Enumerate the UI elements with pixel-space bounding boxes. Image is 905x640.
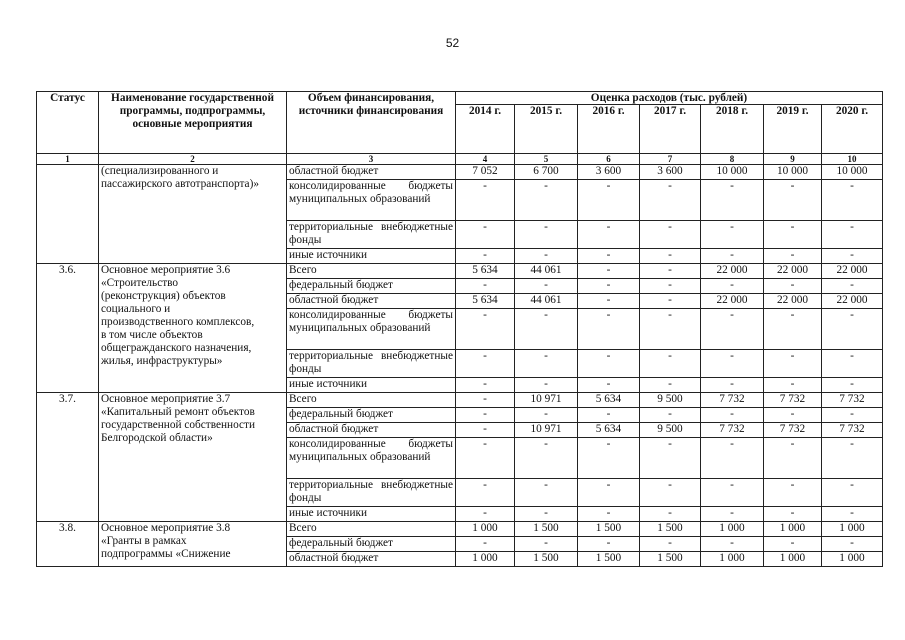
- value-cell: -: [822, 507, 883, 522]
- status-cell: 3.7.: [37, 393, 99, 522]
- value-cell: -: [764, 309, 822, 350]
- value-cell: -: [822, 408, 883, 423]
- value-cell: 7 732: [701, 423, 764, 438]
- header-funding: Объем финансирования, источники финансирования: [287, 92, 456, 154]
- value-cell: -: [701, 378, 764, 393]
- value-cell: -: [578, 408, 640, 423]
- value-cell: -: [578, 479, 640, 507]
- value-cell: -: [764, 378, 822, 393]
- column-number: 8: [701, 154, 764, 165]
- value-cell: -: [701, 279, 764, 294]
- header-year: 2017 г.: [640, 105, 701, 154]
- funding-source-cell: областной бюджет: [287, 294, 456, 309]
- value-cell: -: [701, 221, 764, 249]
- value-cell: -: [822, 249, 883, 264]
- value-cell: 1 000: [764, 552, 822, 567]
- value-cell: 44 061: [515, 294, 578, 309]
- value-cell: 5 634: [456, 294, 515, 309]
- value-cell: -: [822, 180, 883, 221]
- funding-source-cell: иные источники: [287, 507, 456, 522]
- value-cell: -: [515, 221, 578, 249]
- value-cell: -: [640, 264, 701, 279]
- status-cell: 3.8.: [37, 522, 99, 567]
- value-cell: 1 500: [578, 552, 640, 567]
- header-status: Статус: [37, 92, 99, 154]
- value-cell: -: [456, 309, 515, 350]
- value-cell: -: [515, 378, 578, 393]
- value-cell: 3 600: [640, 165, 701, 180]
- value-cell: 7 732: [764, 423, 822, 438]
- funding-source-cell: консолидированные бюджеты муниципальных образований: [287, 438, 456, 479]
- value-cell: 1 000: [701, 552, 764, 567]
- funding-source-cell: областной бюджет: [287, 165, 456, 180]
- value-cell: -: [456, 180, 515, 221]
- value-cell: -: [456, 221, 515, 249]
- measure-name-cell: Основное мероприятие 3.6 «Строительство (реконструкция) объектов социального и производственного комплексов, в том числе объектов общегражданского назначения, жилья, инфраструктуры»: [99, 264, 287, 393]
- column-number: 7: [640, 154, 701, 165]
- column-number: 5: [515, 154, 578, 165]
- value-cell: 3 600: [578, 165, 640, 180]
- value-cell: -: [578, 507, 640, 522]
- value-cell: 1 500: [640, 522, 701, 537]
- value-cell: -: [456, 537, 515, 552]
- value-cell: -: [701, 507, 764, 522]
- value-cell: -: [640, 378, 701, 393]
- funding-source-cell: областной бюджет: [287, 552, 456, 567]
- column-numbers-row: [37, 154, 883, 165]
- table-row: [37, 264, 883, 279]
- value-cell: -: [822, 378, 883, 393]
- value-cell: -: [764, 221, 822, 249]
- value-cell: 22 000: [701, 264, 764, 279]
- header-year: 2014 г.: [456, 105, 515, 154]
- measure-name-cell: Основное мероприятие 3.7 «Капитальный ремонт объектов государственной собственности Белгородской области»: [99, 393, 287, 522]
- value-cell: -: [701, 537, 764, 552]
- value-cell: -: [764, 350, 822, 378]
- value-cell: 7 732: [822, 423, 883, 438]
- status-cell: [37, 165, 99, 264]
- value-cell: -: [515, 408, 578, 423]
- value-cell: -: [515, 479, 578, 507]
- measure-name-cell: (специализированного и пассажирского автотранспорта)»: [99, 165, 287, 264]
- value-cell: 10 000: [822, 165, 883, 180]
- page-number: 52: [445, 36, 460, 50]
- funding-source-cell: Всего: [287, 264, 456, 279]
- value-cell: -: [640, 309, 701, 350]
- value-cell: -: [640, 294, 701, 309]
- header-year: 2019 г.: [764, 105, 822, 154]
- expenditure-table: [36, 91, 883, 567]
- value-cell: -: [578, 350, 640, 378]
- value-cell: 1 500: [515, 522, 578, 537]
- value-cell: -: [764, 249, 822, 264]
- value-cell: -: [764, 180, 822, 221]
- value-cell: -: [640, 180, 701, 221]
- value-cell: -: [515, 350, 578, 378]
- value-cell: -: [578, 309, 640, 350]
- funding-source-cell: федеральный бюджет: [287, 279, 456, 294]
- funding-source-cell: Всего: [287, 393, 456, 408]
- value-cell: -: [640, 408, 701, 423]
- value-cell: 1 500: [640, 552, 701, 567]
- value-cell: -: [640, 249, 701, 264]
- value-cell: 10 000: [764, 165, 822, 180]
- value-cell: 10 000: [701, 165, 764, 180]
- value-cell: -: [515, 249, 578, 264]
- value-cell: 5 634: [578, 423, 640, 438]
- measure-name-cell: Основное мероприятие 3.8 «Гранты в рамках подпрограммы «Снижение: [99, 522, 287, 567]
- value-cell: -: [822, 221, 883, 249]
- header-row-1: [37, 92, 883, 105]
- column-number: 9: [764, 154, 822, 165]
- header-year: 2016 г.: [578, 105, 640, 154]
- column-number: 1: [37, 154, 99, 165]
- value-cell: -: [456, 438, 515, 479]
- table-row: [37, 165, 883, 180]
- value-cell: -: [578, 537, 640, 552]
- value-cell: -: [515, 180, 578, 221]
- value-cell: -: [456, 393, 515, 408]
- funding-source-cell: Всего: [287, 522, 456, 537]
- value-cell: -: [456, 507, 515, 522]
- funding-source-cell: территориальные внебюджетные фонды: [287, 479, 456, 507]
- value-cell: -: [764, 438, 822, 479]
- funding-source-cell: иные источники: [287, 378, 456, 393]
- funding-source-cell: территориальные внебюджетные фонды: [287, 350, 456, 378]
- funding-source-cell: федеральный бюджет: [287, 408, 456, 423]
- value-cell: 10 971: [515, 393, 578, 408]
- column-number: 4: [456, 154, 515, 165]
- value-cell: 22 000: [764, 294, 822, 309]
- value-cell: 1 000: [822, 552, 883, 567]
- value-cell: 22 000: [822, 264, 883, 279]
- value-cell: 22 000: [701, 294, 764, 309]
- funding-source-cell: территориальные внебюджетные фонды: [287, 221, 456, 249]
- value-cell: 6 700: [515, 165, 578, 180]
- value-cell: -: [822, 438, 883, 479]
- value-cell: -: [640, 221, 701, 249]
- value-cell: 1 000: [701, 522, 764, 537]
- value-cell: -: [515, 309, 578, 350]
- value-cell: 5 634: [456, 264, 515, 279]
- value-cell: 7 732: [764, 393, 822, 408]
- value-cell: -: [640, 507, 701, 522]
- value-cell: 5 634: [578, 393, 640, 408]
- value-cell: -: [640, 438, 701, 479]
- value-cell: -: [764, 408, 822, 423]
- value-cell: -: [515, 507, 578, 522]
- funding-source-cell: консолидированные бюджеты муниципальных образований: [287, 309, 456, 350]
- header-year: 2018 г.: [701, 105, 764, 154]
- value-cell: 9 500: [640, 393, 701, 408]
- column-number: 2: [99, 154, 287, 165]
- header-name: Наименование государственной программы, подпрограммы, основные мероприятия: [99, 92, 287, 154]
- column-number: 10: [822, 154, 883, 165]
- value-cell: -: [822, 309, 883, 350]
- value-cell: -: [456, 479, 515, 507]
- value-cell: -: [578, 279, 640, 294]
- value-cell: -: [640, 350, 701, 378]
- value-cell: -: [822, 479, 883, 507]
- header-year: 2015 г.: [515, 105, 578, 154]
- value-cell: -: [701, 350, 764, 378]
- value-cell: 1 500: [578, 522, 640, 537]
- value-cell: -: [456, 408, 515, 423]
- value-cell: -: [822, 537, 883, 552]
- value-cell: -: [701, 309, 764, 350]
- value-cell: -: [764, 279, 822, 294]
- value-cell: -: [701, 408, 764, 423]
- value-cell: -: [822, 279, 883, 294]
- value-cell: -: [578, 378, 640, 393]
- value-cell: -: [515, 279, 578, 294]
- value-cell: -: [578, 180, 640, 221]
- value-cell: 7 732: [701, 393, 764, 408]
- value-cell: -: [764, 537, 822, 552]
- value-cell: -: [515, 537, 578, 552]
- value-cell: -: [456, 378, 515, 393]
- value-cell: -: [578, 438, 640, 479]
- value-cell: -: [456, 350, 515, 378]
- value-cell: -: [701, 180, 764, 221]
- table-row: [37, 522, 883, 537]
- value-cell: -: [578, 249, 640, 264]
- column-number: 6: [578, 154, 640, 165]
- value-cell: 1 500: [515, 552, 578, 567]
- status-cell: 3.6.: [37, 264, 99, 393]
- funding-source-cell: консолидированные бюджеты муниципальных образований: [287, 180, 456, 221]
- value-cell: -: [578, 221, 640, 249]
- funding-source-cell: федеральный бюджет: [287, 537, 456, 552]
- value-cell: 1 000: [764, 522, 822, 537]
- value-cell: -: [640, 279, 701, 294]
- table-row: [37, 393, 883, 408]
- value-cell: 7 732: [822, 393, 883, 408]
- funding-source-cell: областной бюджет: [287, 423, 456, 438]
- value-cell: 10 971: [515, 423, 578, 438]
- column-number: 3: [287, 154, 456, 165]
- funding-source-cell: иные источники: [287, 249, 456, 264]
- value-cell: 22 000: [822, 294, 883, 309]
- value-cell: -: [578, 264, 640, 279]
- value-cell: -: [578, 294, 640, 309]
- value-cell: -: [456, 279, 515, 294]
- value-cell: -: [456, 423, 515, 438]
- value-cell: 9 500: [640, 423, 701, 438]
- header-year: 2020 г.: [822, 105, 883, 154]
- value-cell: 1 000: [822, 522, 883, 537]
- value-cell: 1 000: [456, 522, 515, 537]
- value-cell: -: [701, 249, 764, 264]
- value-cell: -: [701, 479, 764, 507]
- value-cell: -: [640, 537, 701, 552]
- value-cell: 44 061: [515, 264, 578, 279]
- value-cell: -: [701, 438, 764, 479]
- value-cell: 1 000: [456, 552, 515, 567]
- value-cell: 7 052: [456, 165, 515, 180]
- value-cell: 22 000: [764, 264, 822, 279]
- value-cell: -: [822, 350, 883, 378]
- value-cell: -: [456, 249, 515, 264]
- value-cell: -: [764, 507, 822, 522]
- header-estimate: Оценка расходов (тыс. рублей): [456, 92, 883, 105]
- value-cell: -: [764, 479, 822, 507]
- value-cell: -: [515, 438, 578, 479]
- value-cell: -: [640, 479, 701, 507]
